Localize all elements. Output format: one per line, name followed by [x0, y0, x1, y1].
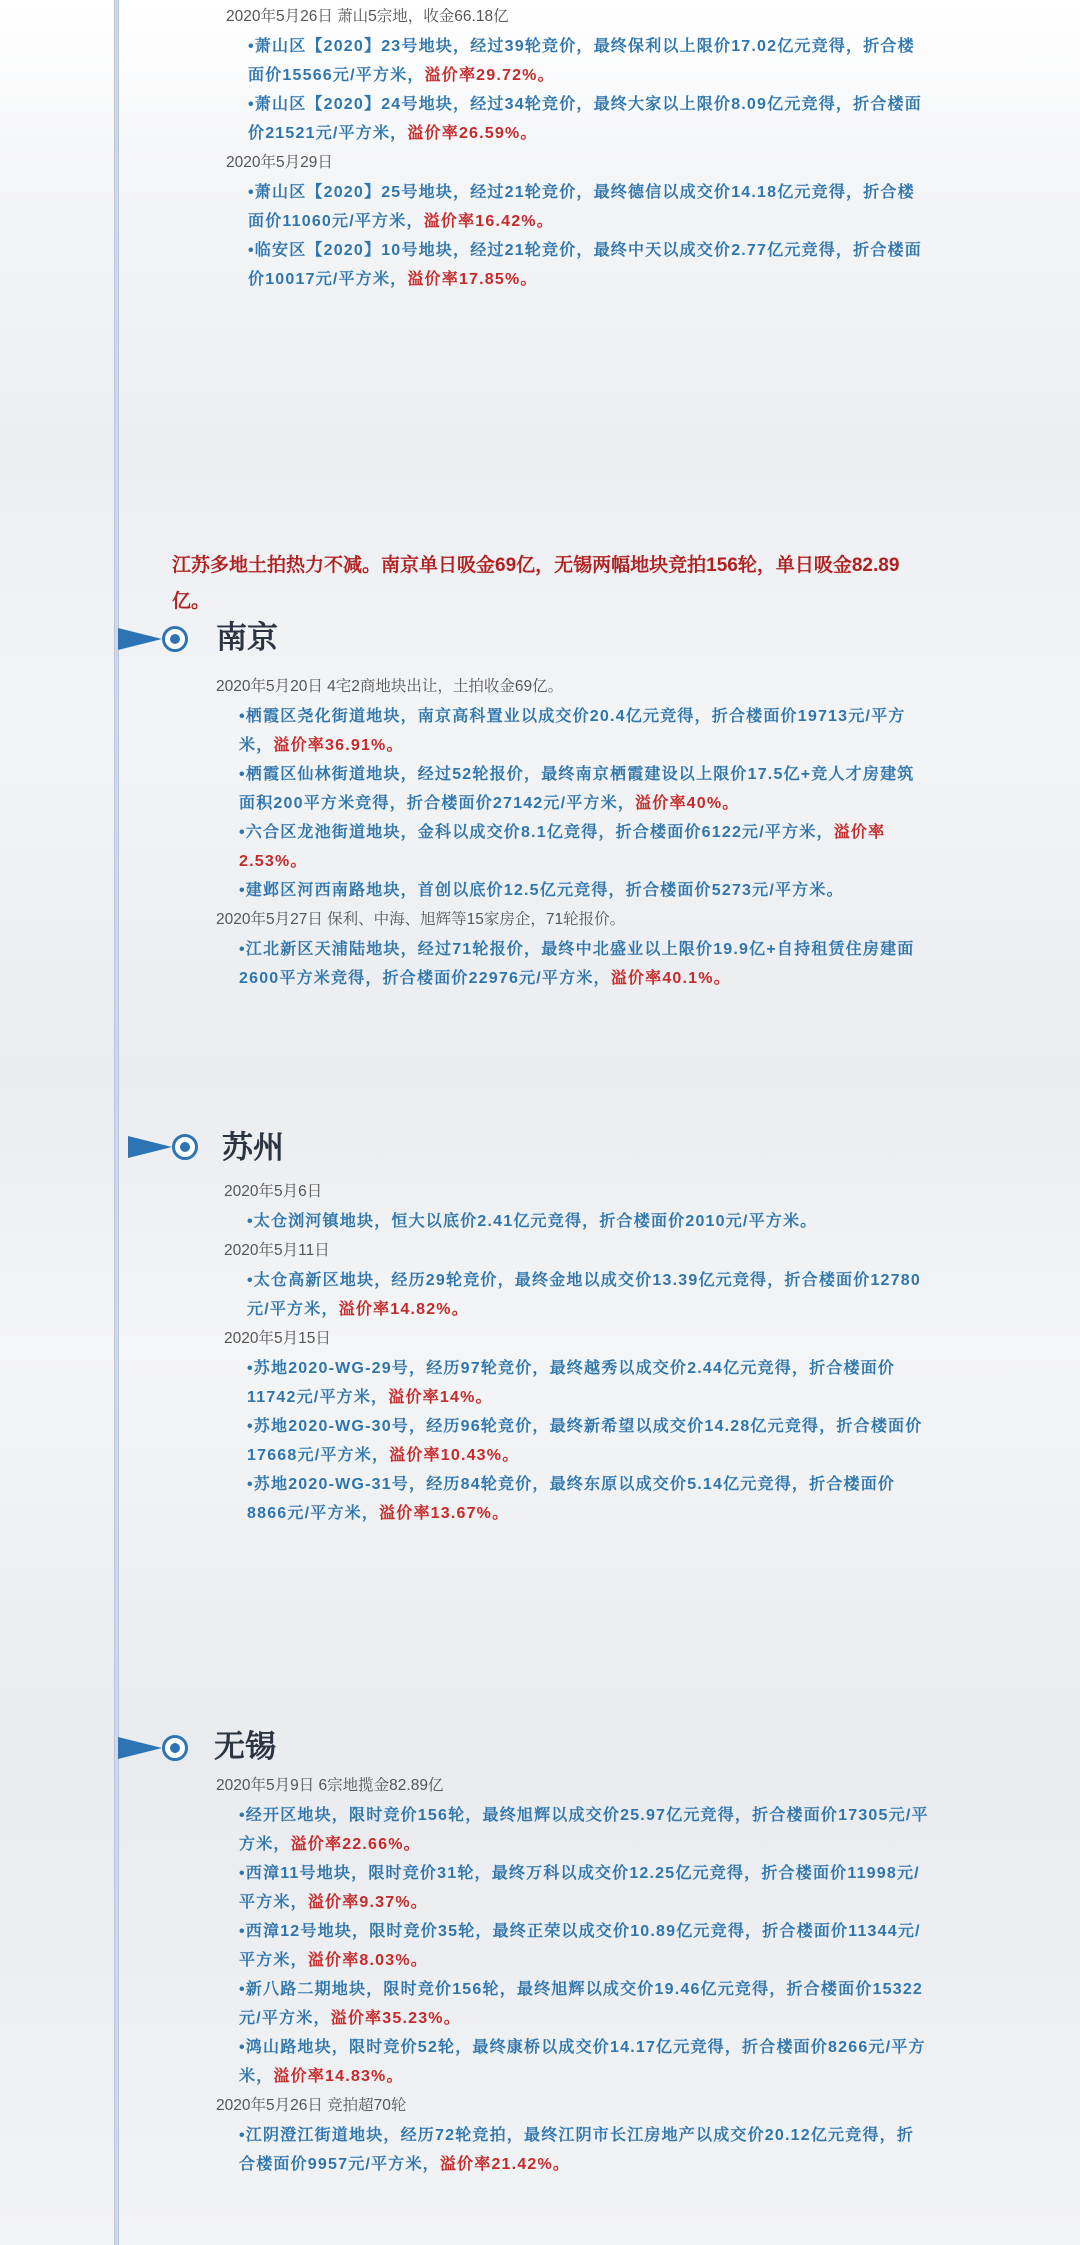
- premium-rate: 溢价率17.85%。: [407, 271, 538, 288]
- premium-rate: 溢价率14.82%。: [338, 1301, 469, 1318]
- list-item: •建邺区河西南路地块，首创以底价12.5亿元竞得，折合楼面价5273元/平方米。: [239, 882, 844, 899]
- date-label: 2020年5月26日 竞拍超70轮: [216, 2097, 407, 2114]
- list-item: •江北新区天浦陆地块，经过71轮报价，最终中北盛业以上限价19.9亿+自持租赁住房建面2600平方米竞得，折合楼面价22976元/平方米，溢价率40.1%。: [239, 941, 915, 987]
- premium-rate: 溢价率40%。: [635, 795, 740, 812]
- circle-dot-icon: [162, 1735, 188, 1761]
- premium-rate: 溢价率40.1%。: [610, 970, 731, 987]
- circle-dot-icon: [172, 1134, 198, 1160]
- list-item: •新八路二期地块，限时竞价156轮，最终旭辉以成交价19.46亿元竞得，折合楼面价15322元/平方米，溢价率35.23%。: [239, 1981, 924, 2027]
- list-item: •萧山区【2020】24号地块，经过34轮竞价，最终大家以上限价8.09亿元竞得，折合楼面价21521元/平方米，溢价率26.59%。: [248, 96, 922, 142]
- arrow-icon: [118, 628, 162, 650]
- date-label: 2020年5月27日 保利、中海、旭辉等15家房企，71轮报价。: [216, 911, 626, 928]
- premium-rate: 溢价率26.59%。: [407, 125, 538, 142]
- premium-rate: 溢价率8.03%。: [307, 1952, 428, 1969]
- list-item: •萧山区【2020】25号地块，经过21轮竞价，最终德信以成交价14.18亿元竞得，折合楼面价11060元/平方米，溢价率16.42%。: [248, 184, 915, 230]
- arrow-icon: [118, 1737, 162, 1759]
- list-item: •江阴澄江街道地块，经历72轮竞拍，最终江阴市长江房地产以成交价20.12亿元竞得，折合楼面价9957元/平方米，溢价率21.42%。: [239, 2127, 915, 2173]
- date-label: 2020年5月15日: [224, 1330, 331, 1347]
- premium-rate: 溢价率36.91%。: [273, 737, 404, 754]
- list-item: •西漳12号地块，限时竞价35轮，最终正荣以成交价10.89亿元竞得，折合楼面价11344元/平方米，溢价率8.03%。: [239, 1923, 921, 1969]
- list-item: •萧山区【2020】23号地块，经过39轮竞价，最终保利以上限价17.02亿元竞得，折合楼面价15566元/平方米，溢价率29.72%。: [248, 38, 915, 84]
- timeline-line: [114, 0, 119, 2245]
- list-item: •经开区地块，限时竞价156轮，最终旭辉以成交价25.97亿元竞得，折合楼面价17305元/平方米，溢价率22.66%。: [239, 1807, 929, 1853]
- premium-rate: 溢价率9.37%。: [307, 1894, 428, 1911]
- date-label: 2020年5月9日 6宗地揽金82.89亿: [216, 1777, 444, 1794]
- premium-rate: 溢价率14.83%。: [273, 2068, 404, 2085]
- list-item: •苏地2020-WG-30号，经历96轮竞价，最终新希望以成交价14.28亿元竞得，折合楼面价17668元/平方米，溢价率10.43%。: [247, 1418, 923, 1464]
- list-item: •太仓高新区地块，经历29轮竞价，最终金地以成交价13.39亿元竞得，折合楼面价12780元/平方米，溢价率14.82%。: [247, 1272, 921, 1318]
- premium-rate: 溢价率21.42%。: [439, 2156, 571, 2173]
- date-label: 2020年5月26日 萧山5宗地，收金66.18亿: [226, 8, 509, 25]
- premium-rate: 溢价率10.43%。: [389, 1447, 520, 1464]
- city-title: 南京: [216, 620, 278, 655]
- city-title: 无锡: [214, 1729, 276, 1764]
- list-item: •栖霞区尧化街道地块，南京高科置业以成交价20.4亿元竞得，折合楼面价19713元/平方米，溢价率36.91%。: [239, 708, 906, 754]
- date-label: 2020年5月29日: [226, 154, 333, 171]
- premium-rate: 溢价率16.42%。: [423, 213, 554, 230]
- premium-rate: 溢价率2.53%。: [239, 824, 886, 870]
- list-item: •栖霞区仙林街道地块，经过52轮报价，最终南京栖霞建设以上限价17.5亿+竞人才房建筑面积200平方米竞得，折合楼面价27142元/平方米，溢价率40%。: [239, 766, 915, 812]
- list-item: •苏地2020-WG-31号，经历84轮竞价，最终东原以成交价5.14亿元竞得，折合楼面价8866元/平方米，溢价率13.67%。: [247, 1476, 896, 1522]
- list-item: •临安区【2020】10号地块，经过21轮竞价，最终中天以成交价2.77亿元竞得，折合楼面价10017元/平方米，溢价率17.85%。: [248, 242, 922, 288]
- city-title: 苏州: [222, 1130, 284, 1165]
- premium-rate: 溢价率35.23%。: [330, 2010, 461, 2027]
- jiangsu-headline: 江苏多地土拍热力不减。南京单日吸金69亿，无锡两幅地块竞拍156轮，单日吸金82.89亿。: [172, 555, 900, 612]
- date-label: 2020年5月6日: [224, 1183, 323, 1200]
- list-item: •太仓浏河镇地块，恒大以底价2.41亿元竞得，折合楼面价2010元/平方米。: [247, 1213, 818, 1230]
- arrow-icon: [128, 1136, 172, 1158]
- premium-rate: 溢价率29.72%。: [424, 67, 555, 84]
- list-item: •西漳11号地块，限时竞价31轮，最终万科以成交价12.25亿元竞得，折合楼面价11998元/平方米，溢价率9.37%。: [239, 1865, 920, 1911]
- date-label: 2020年5月20日 4宅2商地块出让，土拍收金69亿。: [216, 678, 564, 695]
- premium-rate: 溢价率14%。: [388, 1389, 493, 1406]
- premium-rate: 溢价率22.66%。: [290, 1836, 421, 1853]
- circle-dot-icon: [162, 626, 188, 652]
- date-label: 2020年5月11日: [224, 1242, 330, 1259]
- timeline-marker-nanjing: [118, 620, 418, 668]
- timeline-marker-suzhou: [128, 1130, 428, 1176]
- premium-rate: 溢价率13.67%。: [379, 1505, 510, 1522]
- list-item: •鸿山路地块，限时竞价52轮，最终康桥以成交价14.17亿元竞得，折合楼面价8266元/平方米，溢价率14.83%。: [239, 2039, 926, 2085]
- list-item: •六合区龙池街道地块，金科以成交价8.1亿竞得，折合楼面价6122元/平方米，溢价率2.53%。: [239, 824, 886, 870]
- list-item: •苏地2020-WG-29号，经历97轮竞价，最终越秀以成交价2.44亿元竞得，折合楼面价11742元/平方米，溢价率14%。: [247, 1360, 896, 1406]
